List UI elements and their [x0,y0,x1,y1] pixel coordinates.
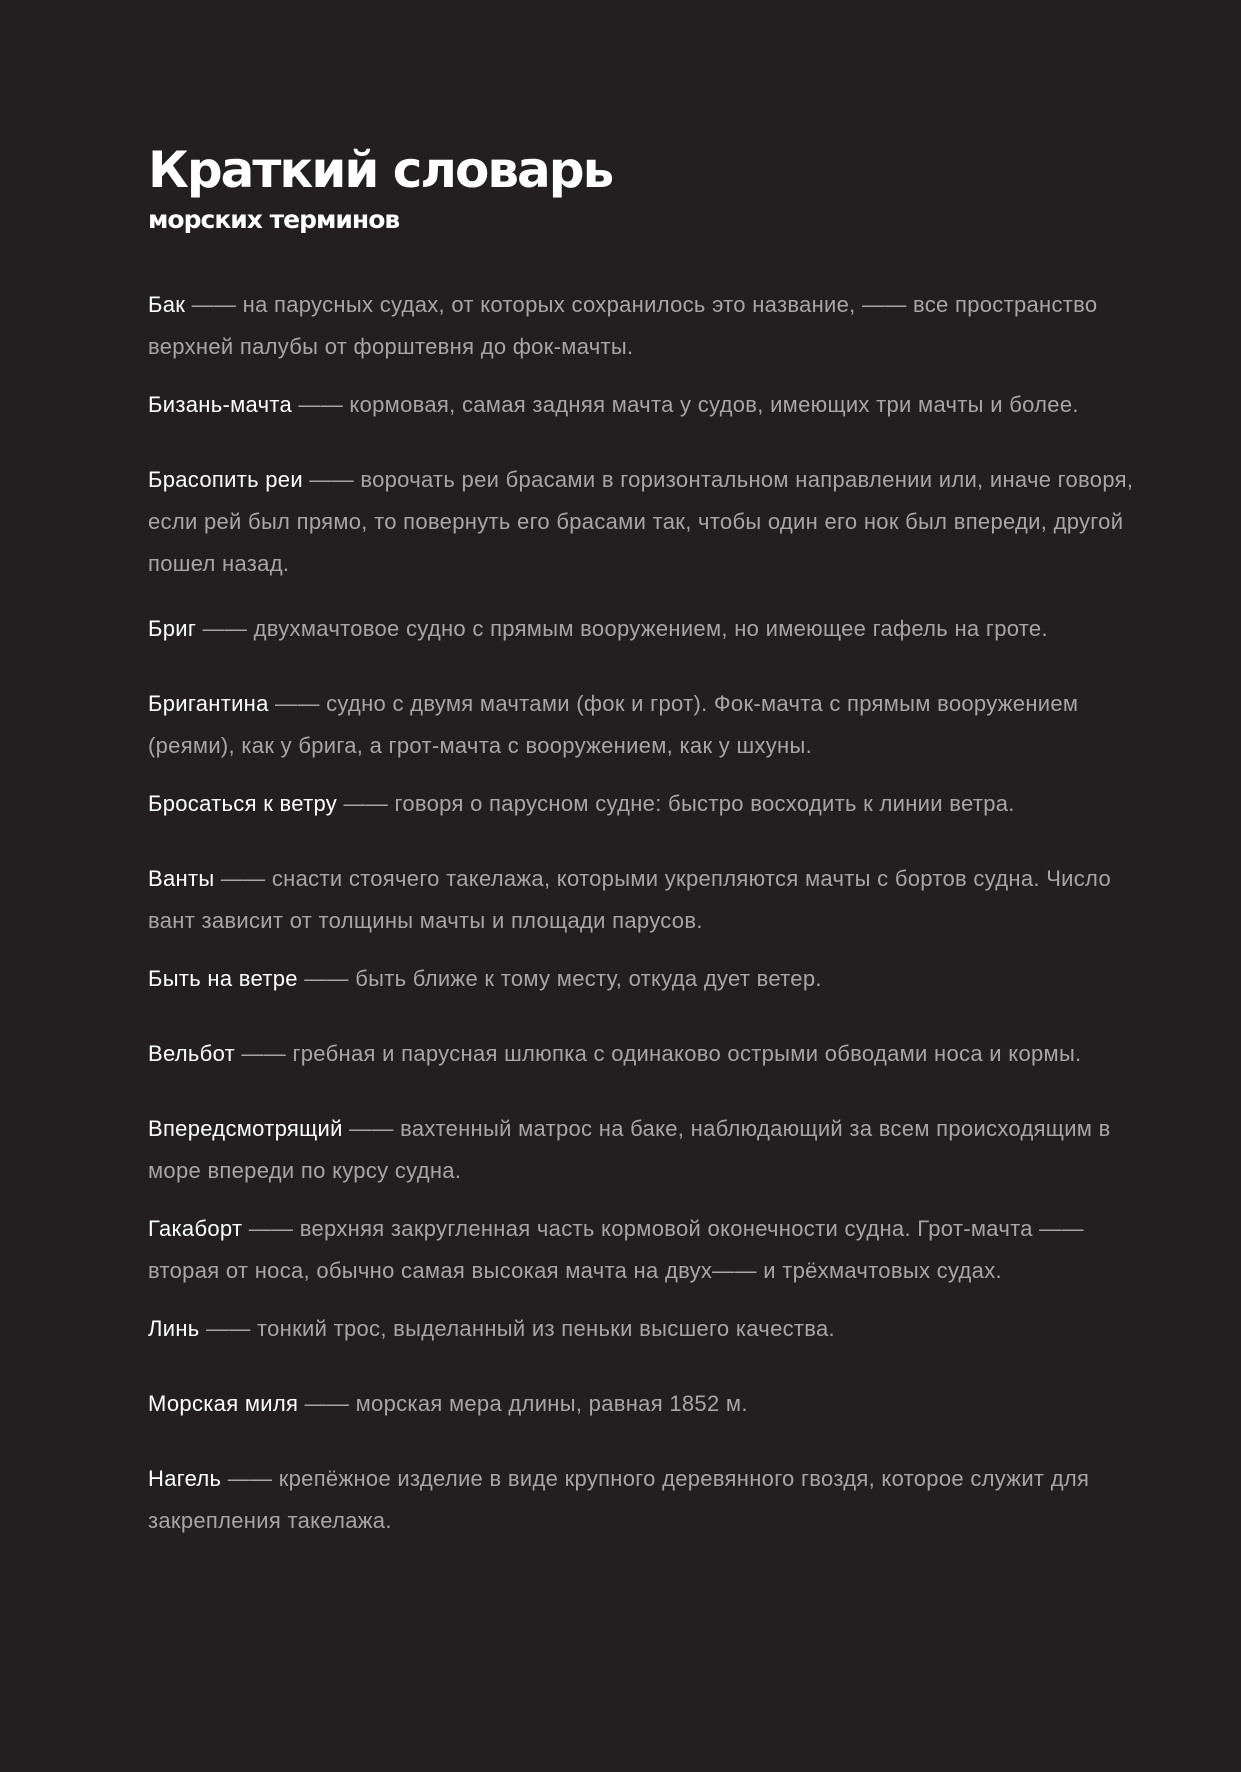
glossary-entry [148,384,1148,426]
entry-term: Бизань-мачта [148,392,292,417]
entry-definition: —— вахтенный матрос на баке, наблюдающий за всем происходящим в море впереди по курсу судна. [148,1116,1111,1183]
entry-term: Впередсмотрящий [148,1116,343,1141]
glossary-entry [148,783,1148,825]
entry-definition: —— крепёжное изделие в виде крупного деревянного гвоздя, которое служит для закрепления такелажа. [148,1466,1090,1533]
page-title: Краткий словарь [148,141,613,199]
entry-definition: —— тонкий трос, выделанный из пеньки высшего качества. [199,1316,835,1341]
glossary-entry [148,1108,1148,1192]
entry-definition: —— гребная и парусная шлюпка с одинаково острыми обводами носа и кормы. [235,1041,1082,1066]
glossary-entry [148,1033,1148,1075]
entry-term: Ванты [148,866,215,891]
entry-definition: —— снасти стоячего такелажа, которыми укрепляются мачты с бортов судна. Число вант зависит от толщины мачты и площади парусов. [148,866,1111,933]
entry-term: Бросаться к ветру [148,791,338,816]
entry-term: Линь [148,1316,200,1341]
glossary-entry [148,284,1148,368]
glossary-entry [148,1458,1148,1542]
entry-definition: —— морская мера длины, равная 1852 м. [298,1391,748,1416]
entry-term: Гакаборт [148,1216,243,1241]
entry-term: Бригантина [148,691,269,716]
entry-definition: —— судно с двумя мачтами (фок и грот). Фок-мачта с прямым вооружением (реями), как у брига, а грот-мачта с вооружением, как у шхуны. [148,691,1079,758]
entry-definition: —— ворочать реи брасами в горизонтальном направлении или, иначе говоря, если рей был прямо, то повернуть его брасами так, чтобы один его нок был впереди, другой пошел назад. [148,467,1134,576]
glossary-entry [148,1383,1148,1425]
entry-term: Брасопить реи [148,467,303,492]
glossary-entry [148,459,1148,585]
glossary-entry [148,858,1148,942]
glossary-entry [148,958,1148,1000]
entry-term: Нагель [148,1466,222,1491]
glossary-entry [148,608,1148,650]
entry-term: Бриг [148,616,197,641]
entry-definition: —— верхняя закругленная часть кормовой оконечности судна. Грот-мачта —— вторая от носа, обычно самая высокая мачта на двух—— и трёхмачтовых судах. [148,1216,1084,1283]
entry-definition: —— говоря о парусном судне: быстро восходить к линии ветра. [337,791,1015,816]
entry-term: Вельбот [148,1041,236,1066]
glossary-entry [148,683,1148,767]
entry-term: Бак [148,292,186,317]
entry-term: Морская миля [148,1391,299,1416]
entry-definition: —— двухмачтовое судно с прямым вооружением, но имеющее гафель на гроте. [196,616,1048,641]
glossary-entry [148,1208,1148,1292]
glossary-entry [148,1308,1148,1350]
entry-term: Быть на ветре [148,966,298,991]
entry-definition: —— на парусных судах, от которых сохранилось это название, —— все пространство верхней палубы от форштевня до фок-мачты. [148,292,1098,359]
entry-definition: —— кормовая, самая задняя мачта у судов, имеющих три мачты и более. [292,392,1079,417]
entry-definition: —— быть ближе к тому месту, откуда дует ветер. [297,966,822,991]
page-subtitle: морских терминов [148,205,400,234]
